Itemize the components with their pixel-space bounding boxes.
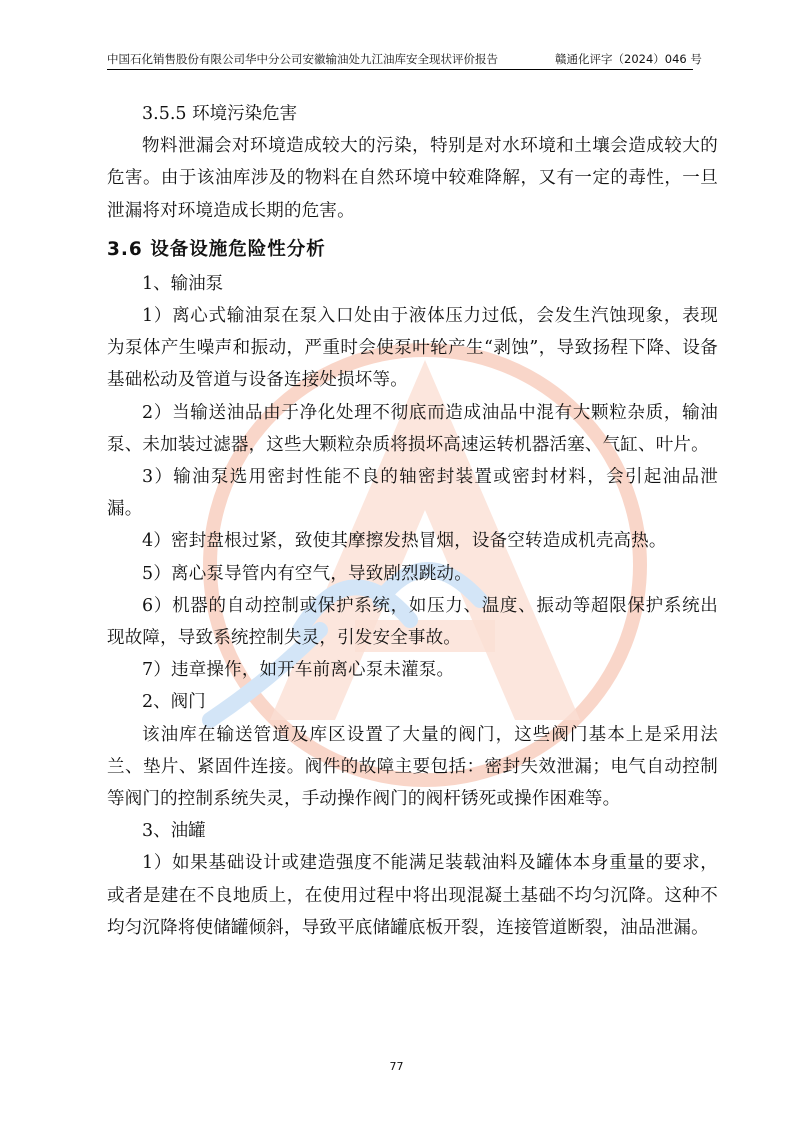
- page-header: [107, 52, 702, 70]
- subsection-label-tank: 3、油罐: [142, 821, 206, 842]
- page-body: [107, 98, 718, 944]
- subsection-label-valve: 2、阀门: [142, 692, 206, 713]
- page-number: 77: [389, 1060, 404, 1073]
- subsection-label-pump: 1、输油泵: [142, 273, 224, 294]
- list-item: 6）机器的自动控制或保护系统，如压力、温度、振动等超限保护系统出现故障，导致系统控制失灵，引发安全事故。: [107, 595, 718, 649]
- paragraph-environment-pollution: 物料泄漏会对环境造成较大的污染，特别是对水环境和土壤会造成较大的危害。由于该油库涉及的物料在自然环境中较难降解，又有一定的毒性，一旦泄漏将对环境造成长期的危害。: [107, 136, 718, 221]
- list-item: 2）当输送油品由于净化处理不彻底而造成油品中混有大颗粒杂质，输油泵、未加装过滤器，这些大颗粒杂质将损坏高速运转机器活塞、气缸、叶片。: [107, 402, 718, 455]
- list-item: 1）离心式输油泵在泵入口处由于液体压力过低，会发生汽蚀现象，表现为泵体产生噪声和振动，严重时会使泵叶轮产生“剥蚀”，导致扬程下降、设备基础松动及管道与设备连接处损坏等。: [107, 306, 718, 391]
- paragraph-valve: 该油库在输送管道及库区设置了大量的阀门，这些阀门基本上是采用法兰、垫片、紧固件连接。阀件的故障主要包括：密封失效泄漏；电气自动控制等阀门的控制系统失灵，手动操作阀门的阀杆锈死或操作困难等。: [107, 724, 718, 810]
- header-report-title: 中国石化销售股份有限公司华中分公司安徽输油处九江油库安全现状评价报告: [107, 52, 498, 66]
- section-heading-3-5-5: 3.5.5 环境污染危害: [142, 104, 298, 124]
- header-report-number: 赣通化评字（2024）046 号: [555, 52, 702, 66]
- section-heading-3-6: 3.6 设备设施危险性分析: [107, 238, 326, 260]
- list-item: 7）违章操作，如开车前离心泵未灌泵。: [142, 660, 455, 681]
- list-item: 5）离心泵导管内有空气，导致剧烈跳动。: [142, 563, 472, 584]
- list-item: 3）输油泵选用密封性能不良的轴密封装置或密封材料，会引起油品泄漏。: [107, 467, 718, 520]
- list-item: 1）如果基础设计或建造强度不能满足装载油料及罐体本身重量的要求，或者是建在不良地质上，在使用过程中将出现混凝土基础不均匀沉降。这种不均匀沉降将使储罐倾斜，导致平底储罐底板开裂，连接管道断裂，油品泄漏。: [107, 853, 718, 938]
- list-item: 4）密封盘根过紧，致使其摩擦发热冒烟，设备空转造成机壳高热。: [142, 531, 667, 552]
